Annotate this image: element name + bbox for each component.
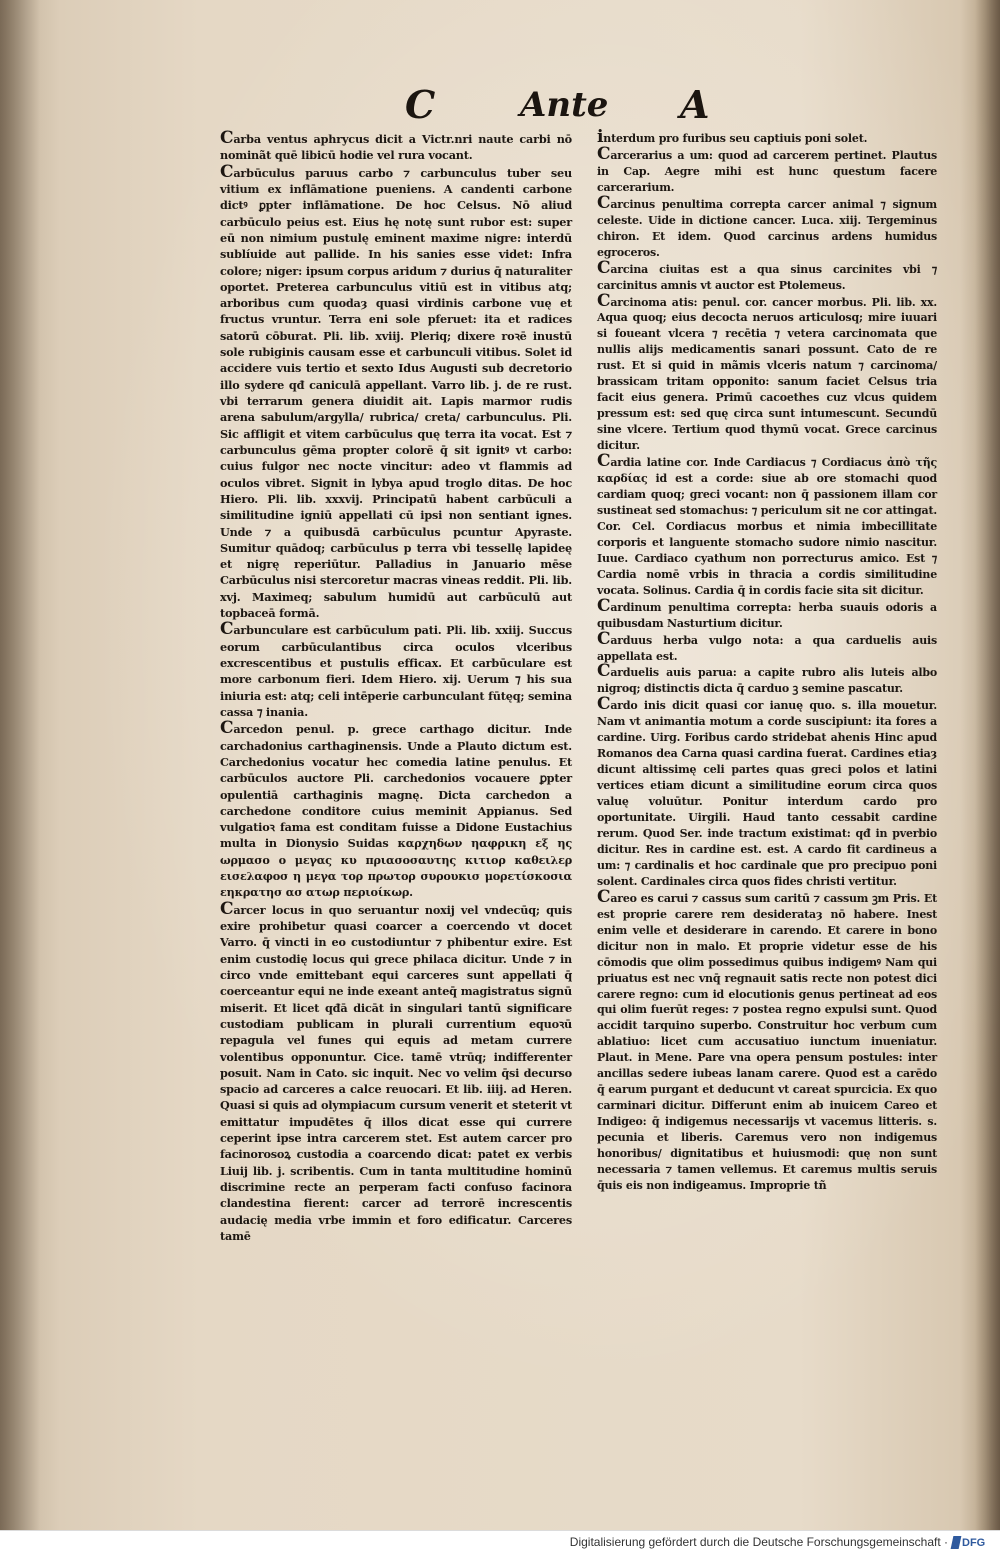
running-head-letter-left: C: [405, 82, 436, 127]
entry-carduus: Carduus herba vulgo nota: a qua carduelis auis appellata est.: [597, 628, 937, 663]
entry-carbunculus: Carbūculus paruus carbo ⁊ carbunculus tuber seu vitium ex inflāmatione pueniens. A candenti carbone dictꝰ ꝑpter inflāmatione. De hoc Celsus. Nō aliud carbūculo peius est. Eius hę notę sunt rubor est: super eū non nimium pustulę eminent maxime nigre: interdū sublíuide aut pallide. In his sanies esse videt: Infra colore; niger: ipsum corpus aridum ⁊ durius q̄ naturaliter oportet. Preterea carbunculus vitiū est in vitibus atq; arboribus cum quodaȝ quasi virdinis carbone vuę et fructus vruntur. Terra eni sole pferuet: ita et radices satorū cōburat. Pli. lib. xviij. Pleriq; dixere roꝛē inustū sole rubiginis causam esse et carbunculi vitibus. Solet id accidere vuis tertio et sexto Idus Augusti sub decretorio illo sydere qđ caniculā appellant. Varro lib. j. de re rust. vbi terrarum genera diuidit ait. Lapis marmor rudis arena sabulum/argylla/ rubrica/ creta/ carbunculus. Pli. Sic affligit et vitem carbūculus quę terra ita vocat. Est ⁊ carbunculus gēma propter colorē q̄ sit ignitꝰ vt carbo: cuius fulgor nec nocte vincitur: adeo vt flammis ad oculos vibret. Signit in lybya apud troglo ditas. De hoc Hiero. Pli. lib. xxxvij. Principatū habent carbūculi a similitudine igniū appellati cū ipsi non sentiant ignes. Unde ⁊ a quibusdā carbūculus pcuntur Apyraste. Sumitur quādoq; carbūculus p terra vbi tessellę lapideę et nigrę reperiūtur. Palladius in Januario mēse Carbūculus nisi stercoretur macras vineas reddit. Pli. lib. xvj. Maximeq; sabulum humidū aut carbūculū aut topbaceā formā.: [220, 161, 572, 621]
dfg-logo-icon: [951, 1536, 962, 1549]
entry-continuation: interdum pro furibus seu captiuis poni solet.: [597, 127, 868, 147]
entry-carba: Carba ventus aphrycus dicit a Victr.nri naute carbi nō nominãt quē libicū hodie vel rura vocant.: [220, 128, 572, 163]
running-head-word: Ante: [520, 85, 609, 125]
running-head-letter-right: A: [680, 82, 710, 127]
entry-carcerarius: Carcerarius a um: quod ad carcerem pertinet. Plautus in Cap. Aegre mihi est hunc questum facere carcerarium.: [597, 143, 937, 194]
entry-carcinoma: Carcinoma atis: penul. cor. cancer morbus. Pli. lib. xx. Aqua quoq; eius decocta neruos articulosq; mire iuuari si foueant vlcera ⁊ recētia ⁊ vetera carcinomata que nullis alijs medicamentis sanari possunt. Cato de re rust. Et si quid in mãmis vlceris natum ⁊ carcinoma/ brassicam tritam opponito: sanum faciet Celsus tria facit eius genera. Primū cacoethes cuz vlcus quidem pressum est: sed quę circa sunt intumescunt. Secundū sine vlcere. Tertium quod thymū vocat. Grece carcinus dicitur.: [597, 290, 937, 453]
entry-carduelis: Carduelis auis parua: a capite rubro alis luteis albo nigroq; distinctis dicta q̄ carduo ꝫ semine pascatur.: [597, 661, 937, 696]
entry-cardia: Cardia latine cor. Inde Cardiacus ⁊ Cordiacus ἀπὸ τῆς καρδίας id est a corde: siue ab ore stomachi quod cardiam quoq; greci vocant: non q̄ passionem illam cor sustineat sed stomachus: ⁊ periculum sit ne cor attingat. Cor. Cel. Cordiacus morbus et nimia imbecillitate corporis et languente stomacho sudore nimio nascitur. Iuue. Cardiaco cyathum non porrecturus amico. Est ⁊ Cardia nomē vrbis in thracia a cordis similitudine vocata. Solinus. Cardia q̄ in cordis facie sita sit dicitur.: [597, 451, 937, 597]
funding-credit: Digitalisierung gefördert durch die Deutsche Forschungsgemeinschaft ·: [569, 1535, 948, 1549]
dfg-logo-text: DFG: [962, 1536, 986, 1549]
entry-carcina: Carcina ciuitas est a qua sinus carcinites vbi ⁊ carcinitus amnis vt auctor est Ptolemeus.: [597, 257, 937, 292]
page-edge: [975, 0, 1000, 1530]
entry-cardo: Cardo inis dicit quasi cor ianuę quo. s. illa mouetur. Nam vt animantia motum a corde suscipiunt: ita fores a cardine. Uirg. Foribus cardo stridebat ahenis Hinc apud Romanos dea Carna quasi cardina fuerat. Cardines etiaȝ dicunt altissimę celi partes quas greci polos et latini vertices etiam dicunt a similitudine eorum circa quos valuę voluūtur. Ponitur interdum cardo pro oportunitate. Uirgili. Haud tanto cessabit cardine rerum. Quod Ser. inde tractum existimat: qđ in pverbio dicitur. Res in cardine est. est. A cardo fit cardineus a um: ⁊ cardinalis et hoc cardinale que pro precipuo poni solent. Cardinales circa quos fides christi vertitur.: [597, 694, 937, 888]
entry-carcedon: Carcedon penul. p. grece carthago dicitur. Inde carchadonius carthaginensis. Unde a Plauto dictum est. Carchedonius vocatur hec comedia latine penulus. Et carbūculos auctore Pli. carchedonios vocauere ꝑpter opulentiā carthaginis magnę. Dicta carchedon a carchedone conditore cuius meminit Appianus. Sed vulgatioꝛ fama est conditam fuisse a Didone Eustachius multa in Dionysio Suidas καρχηδων ηαφρικη εξ ης ωρμασο ο μεγας κυ πριασοσαυτης κιτιορ καθειλερ εισελαφοσ η μεγα τορ πρωτορ συρουκισ μορετίσκοσια εηκρατησ ασ ατωρ περιοίκωρ.: [220, 718, 572, 900]
entry-careo: Careo es carui ⁊ cassus sum caritū ⁊ cassum ꝫm Pris. Et est proprie carere rem desiderataȝ nō habere. Inest enim velle et desiderare in carendo. Et carere in bono dicitur non in malo. Et proprie videtur esse de his cōmodis que olim possedimus quibus indigemꝰ Nam qui priuatus est nec vnq̄ regnauit satis recte non potest dici carere regno: cum id elocutionis genus pertineat ad eos qui olim fuerūt reges: ⁊ postea regno expulsi sunt. Quod accidit tarquino superbo. Construitur hoc verbum cum ablatiuo: licet cum accusatiuo iunctum inueniatur. Plaut. in Mene. Pare vna opera pensum postules: inter ancillas sedere iubeas lanam carere. Quod est a carēdo q̄ earum purgant et deducunt vt careat spurcicia. Ex quo carminari dicitur. Differunt enim ab inuicem Careo et Indigeo: q̄ indigemus necessarijs vt vacemus litteris. s. pecunia et liberis. Caremus vero non indigemus honoribus/ dignitatibus et huiusmodi: quę non sunt necessaria ⁊ tamen vellemus. Et caremus multis seruis q̄uis eis non indigeamus. Improprie tñ: [597, 886, 937, 1192]
gutter-shadow: [0, 0, 40, 1530]
entry-carbunculare: Carbunculare est carbūculum pati. Pli. lib. xxiij. Succus eorum carbūculantibus circa oculos vlceribus excrescentibus et pustulis efficax. Et carbūculare est more carbonum fieri. Idem Hiero. xij. Uerum ⁊ his sua iniuria est: atq; celi intēperie carbunculant fūtęq; semina cassa ⁊ inania.: [220, 619, 572, 719]
entry-cardinum: Cardinum penultima correpta: herba suauis odoris a quibusdam Nasturtium dicitur.: [597, 595, 937, 630]
entry-carcinus: Carcinus penultima correpta carcer animal ⁊ signum celeste. Uide in dictione cancer. Luca. xiij. Tergeminus chiron. Et idem. Quod carcinus ardens humidus egroceros.: [597, 192, 937, 259]
dfg-logo: [952, 1534, 992, 1551]
text-column-right: [577, 127, 937, 1194]
text-column-left: [200, 130, 572, 1244]
entry-carcer: Carcer locus in quo seruantur noxij vel vndecūq; quis exire prohibetur quasi coarcer a coercendo vt docet Varro. q̄ vincti in eo custodiuntur ⁊ phibentur exire. Est enim custodię locus qui grece philaca dicitur. Unde ⁊ in circo vnde emittebant equi carceres sunt appellati q̄ coerceantur equi ne inde exeant anteq̄ magistratus signū miserit. Et licet qđā dicāt in singulari tantū significare custodiam publicam in plurali currentium equoꝛū repagula vel funes qui equis ad metam currere volentibus opponuntur. Cice. tamē vtrūq; indifferenter posuit. Nam in Cato. sic inquit. Nec vo velim q̄si decurso spacio ad carceres a calce reuocari. Et lib. iiij. ad Heren. Quasi si quis ad olympiacum cursum venerit et steterit vt emittatur impudētes q̄ illos dicat esse qui currere ceperint ipse intra carcerem stet. Est autem carcer pro facinorosoꝝ custodia a coarcendo dicat: patet ex verbis Liuij lib. j. scribentis. Cum in tanta multitudine hominū discrimine recte an perperam facti confuso facinora clandestina fierent: carcer ad terrorē increscentis audacię media vrbe immin et foro edificatur. Carceres tamē: [220, 898, 572, 1243]
footer-bar: [0, 1530, 1000, 1555]
